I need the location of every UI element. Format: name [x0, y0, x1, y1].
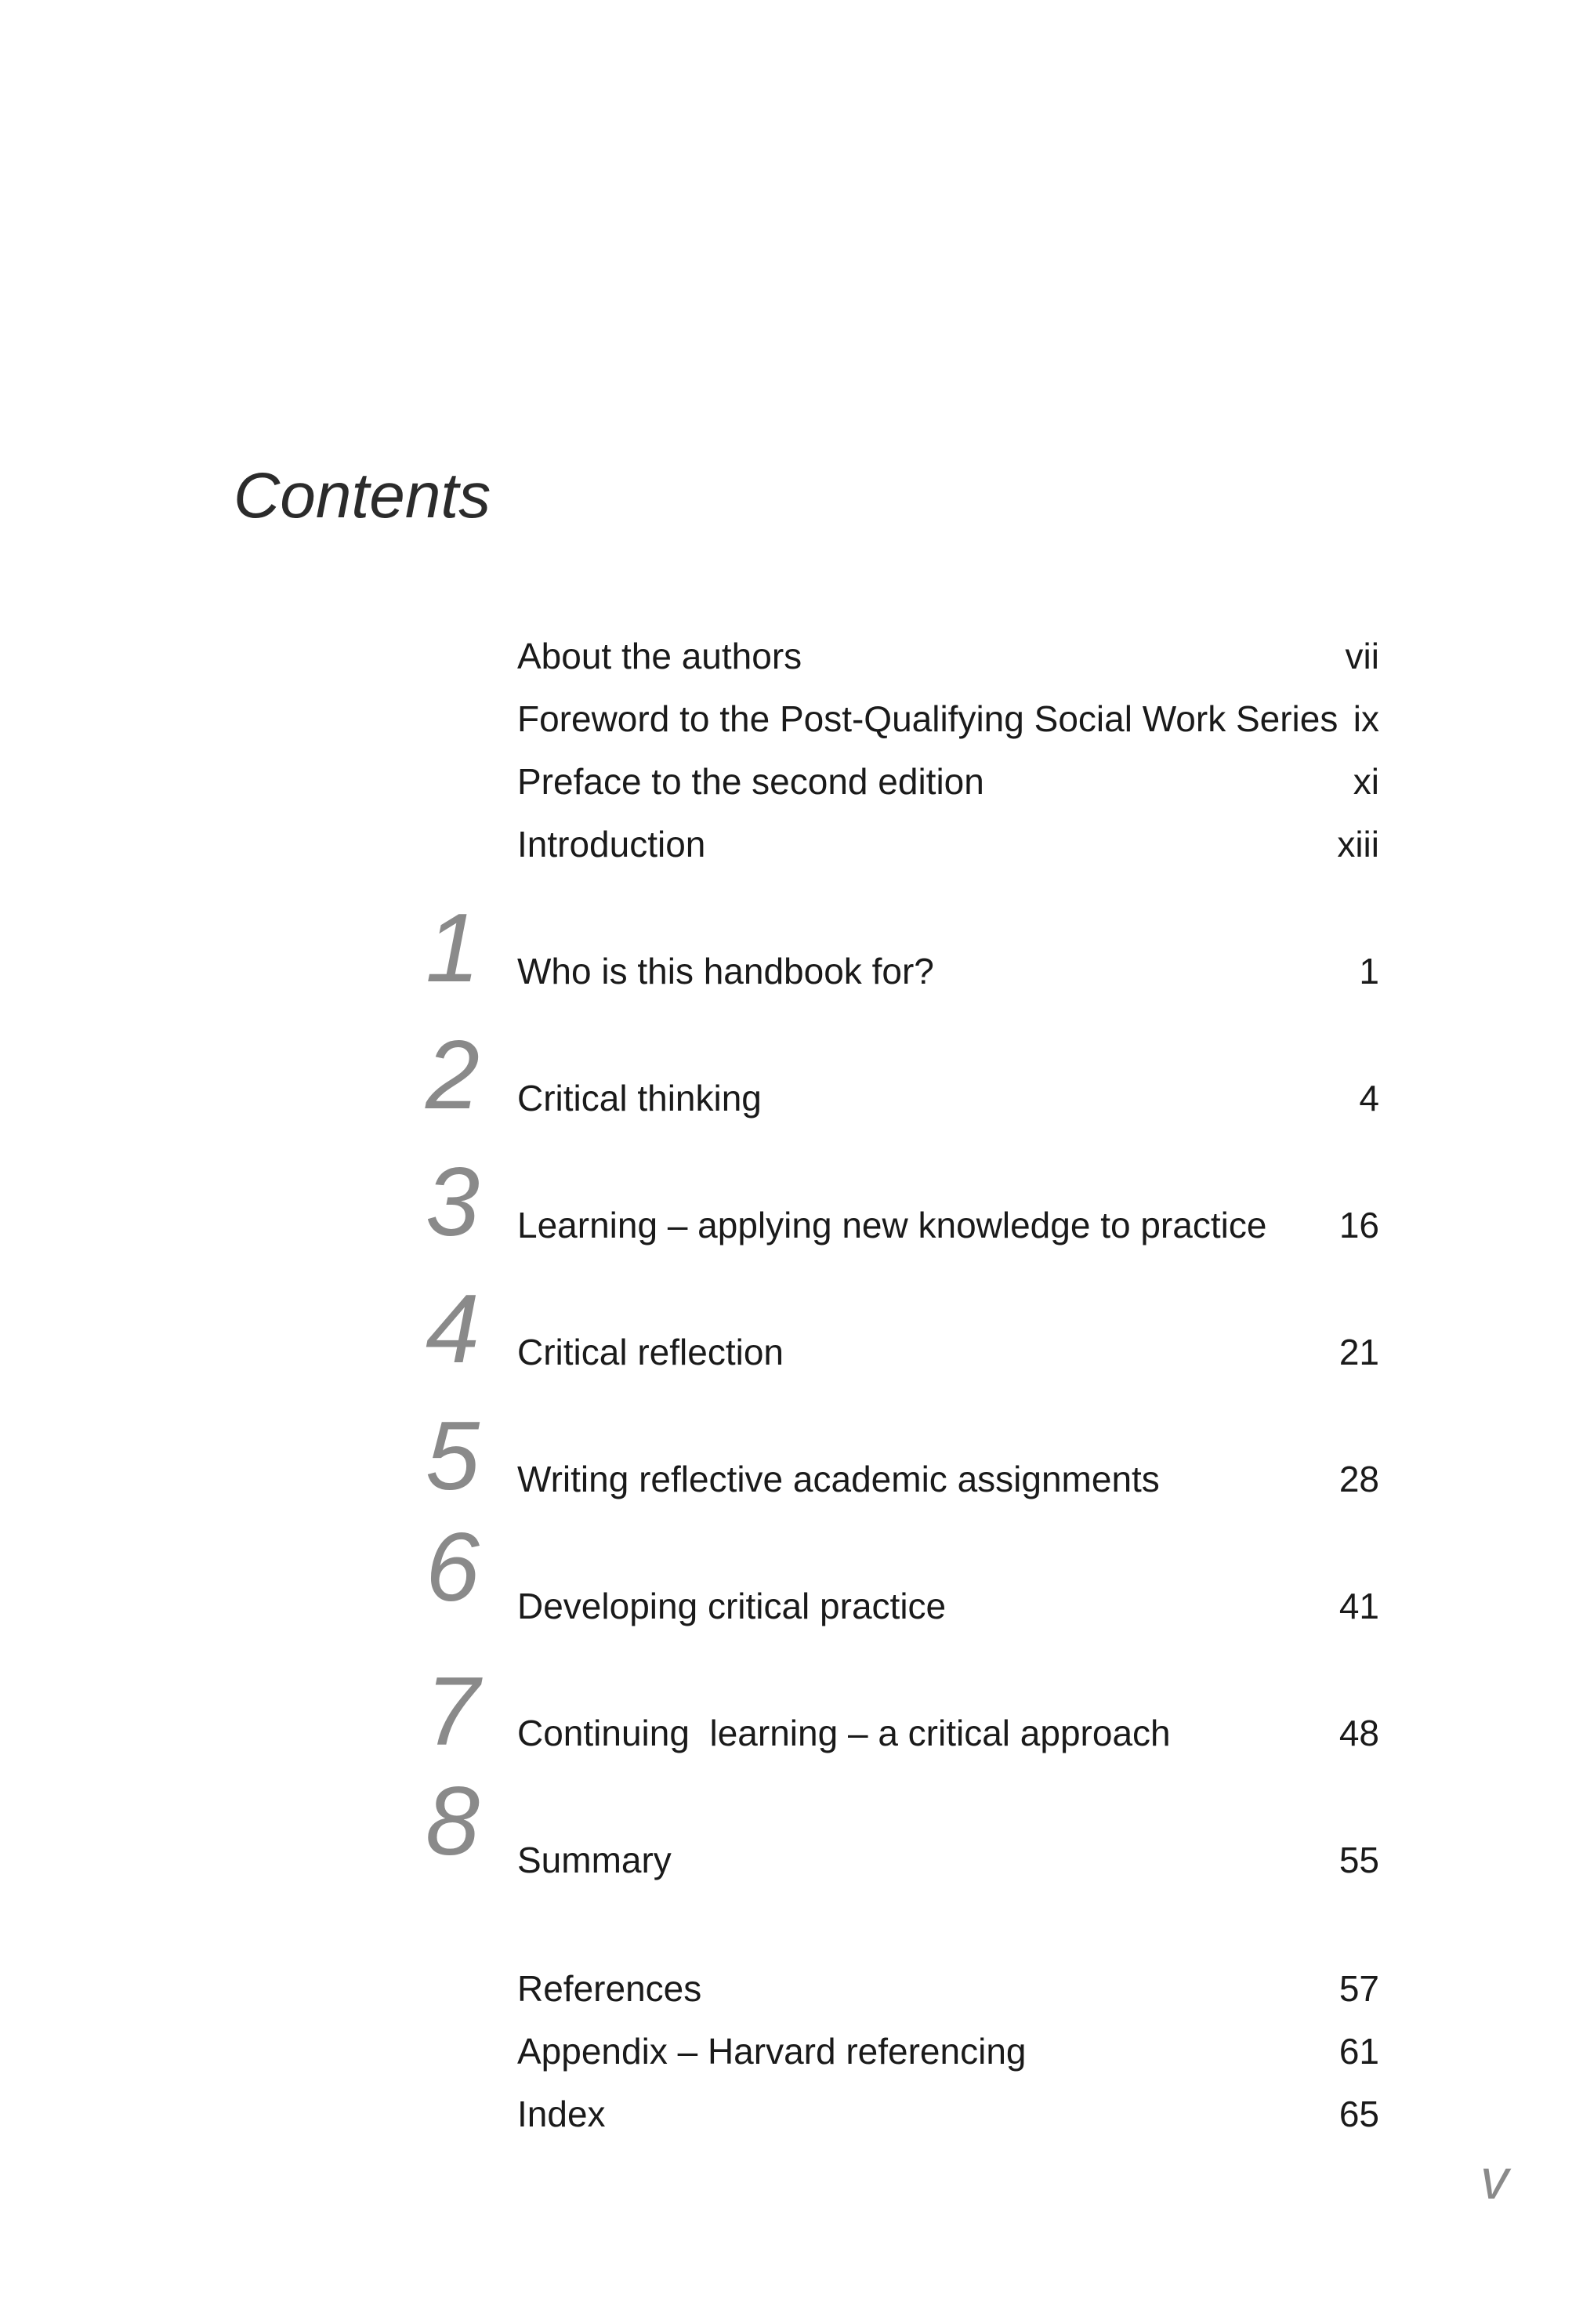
- toc-entry-chapter-2[interactable]: [517, 1061, 1379, 1116]
- toc-entry-introduction[interactable]: [517, 807, 1379, 865]
- toc-entry-label: Critical thinking: [517, 1078, 762, 1118]
- chapter-number: 2: [426, 1021, 480, 1129]
- chapter-number: 6: [426, 1514, 480, 1622]
- chapter-number: 1: [426, 894, 480, 1002]
- toc-entry-page: 16: [1338, 1205, 1379, 1245]
- toc-entry-label: Who is this handbook for?: [517, 951, 934, 992]
- chapter-number: 5: [426, 1402, 480, 1510]
- chapter-number: 7: [426, 1658, 480, 1766]
- toc-entry-page: 1: [1359, 951, 1379, 992]
- toc-entry-label: Continuing learning – a critical approach: [517, 1713, 1171, 1753]
- toc-entry-label: Appendix – Harvard referencing: [517, 2031, 1027, 2072]
- toc-entry-page: 65: [1338, 2094, 1379, 2134]
- toc-entry-about-authors[interactable]: [517, 619, 1379, 674]
- toc-entry-preface[interactable]: [517, 745, 1379, 802]
- toc-entry-label: Preface to the second edition: [517, 761, 984, 802]
- toc-entry-label: Summary: [517, 1840, 672, 1880]
- toc-entry-index[interactable]: [517, 2077, 1379, 2132]
- toc-entry-label: Developing critical practice: [517, 1586, 947, 1626]
- chapter-number: 3: [426, 1148, 480, 1256]
- toc-entry-label: About the authors: [517, 636, 802, 676]
- toc-entry-chapter-3[interactable]: [517, 1188, 1379, 1243]
- chapter-number: 4: [426, 1275, 480, 1383]
- toc-entry-label: Learning – applying new knowledge to practice: [517, 1205, 1267, 1245]
- toc-entry-label: Writing reflective academic assignments: [517, 1459, 1160, 1499]
- toc-entry-page: vii: [1345, 636, 1379, 676]
- toc-entry-page: 55: [1338, 1840, 1379, 1880]
- toc-entry-page: xiii: [1337, 824, 1379, 865]
- toc-entry-chapter-7[interactable]: [517, 1696, 1379, 1751]
- page-folio: v: [1480, 2148, 1509, 2211]
- toc-entry-appendix[interactable]: [517, 2014, 1379, 2072]
- toc-entry-chapter-8[interactable]: [517, 1823, 1379, 1878]
- toc-entry-page: 48: [1338, 1713, 1379, 1753]
- toc-entry-chapter-6[interactable]: [517, 1569, 1379, 1624]
- toc-entry-label: Critical reflection: [517, 1332, 784, 1372]
- toc-entry-page: 61: [1338, 2031, 1379, 2072]
- toc-entry-chapter-4[interactable]: [517, 1315, 1379, 1370]
- toc-entry-page: 4: [1359, 1078, 1379, 1118]
- toc-entry-label: Introduction: [517, 824, 706, 865]
- toc-entry-page: 41: [1338, 1586, 1379, 1626]
- toc-entry-label: References: [517, 1968, 702, 2009]
- page-title: Contents: [234, 460, 491, 531]
- toc-entry-chapter-1[interactable]: [517, 934, 1379, 992]
- toc-entry-label: Index: [517, 2094, 606, 2134]
- toc-entry-foreword[interactable]: [517, 682, 1379, 737]
- toc-entry-page: ix: [1353, 698, 1379, 739]
- toc-entry-references[interactable]: [517, 1952, 1379, 2007]
- toc-entry-chapter-5[interactable]: [517, 1442, 1379, 1497]
- chapter-number: 8: [426, 1767, 480, 1876]
- toc-entry-page: xi: [1353, 761, 1379, 802]
- toc-entry-page: 28: [1338, 1459, 1379, 1499]
- toc-entry-label: Foreword to the Post-Qualifying Social Work Series: [517, 698, 1338, 739]
- toc-entry-page: 57: [1338, 1968, 1379, 2009]
- toc-entry-page: 21: [1338, 1332, 1379, 1372]
